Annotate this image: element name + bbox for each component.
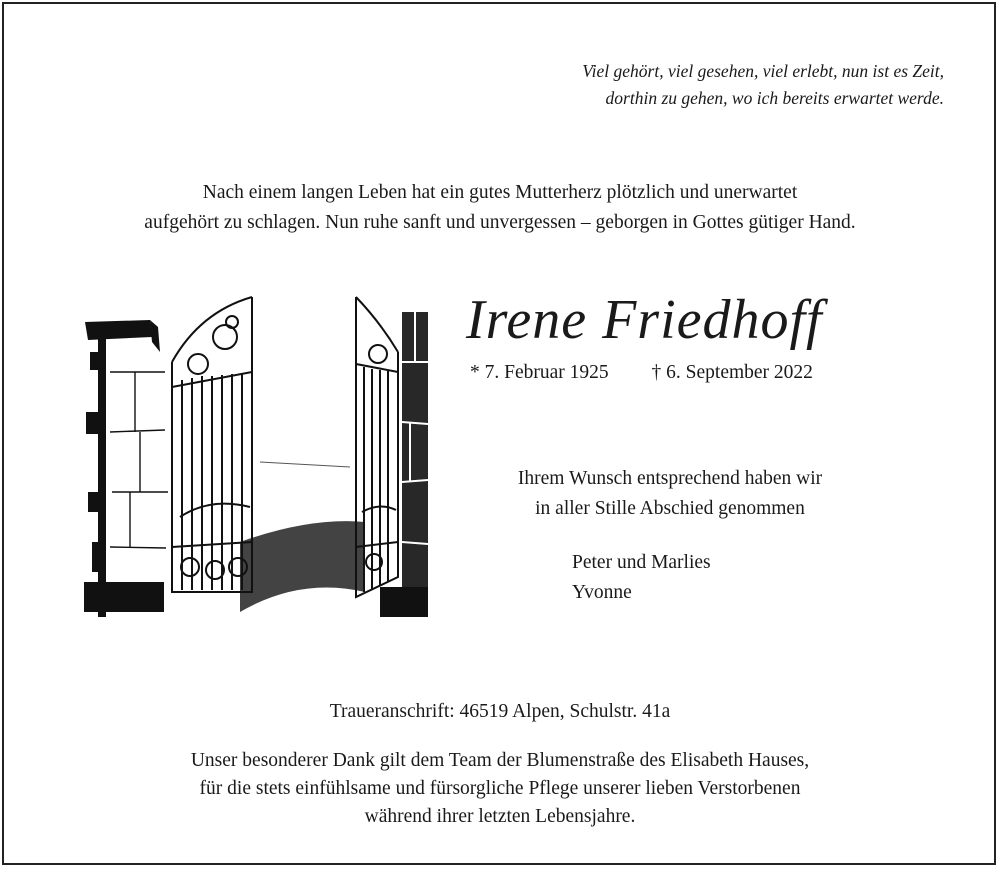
deceased-name: Irene Friedhoff <box>466 289 823 351</box>
quote <box>582 58 944 112</box>
family-line-1: Peter und Marlies <box>572 552 711 573</box>
quote-line-1: Viel gehört, viel gesehen, viel erlebt, nun ist es Zeit, <box>582 61 944 81</box>
family-line-2: Yvonne <box>572 582 632 603</box>
thanks-text <box>0 747 1000 831</box>
farewell-line-2: in aller Stille Abschied genommen <box>535 498 805 519</box>
death-date: † 6. September 2022 <box>651 362 813 383</box>
intro-text <box>0 178 1000 238</box>
family-signature <box>572 548 711 608</box>
mourning-address: Traueranschrift: 46519 Alpen, Schulstr. 41a <box>329 701 671 722</box>
life-dates <box>470 362 813 384</box>
intro-line-2: aufgehört zu schlagen. Nun ruhe sanft und unvergessen – geborgen in Gottes gütiger Hand. <box>144 212 856 233</box>
farewell-statement <box>470 464 870 524</box>
birth-date: * 7. Februar 1925 <box>470 362 609 383</box>
open-gate-illustration-icon <box>80 292 430 622</box>
thanks-line-3: während ihrer letzten Lebensjahre. <box>364 806 636 827</box>
thanks-line-2: für die stets einfühlsame und fürsorgliche Pflege unserer lieben Verstorbenen <box>199 778 801 799</box>
thanks-line-1: Unser besonderer Dank gilt dem Team der Blumenstraße des Elisabeth Hauses, <box>190 750 810 771</box>
farewell-line-1: Ihrem Wunsch entsprechend haben wir <box>517 468 823 489</box>
intro-line-1: Nach einem langen Leben hat ein gutes Mutterherz plötzlich und unerwartet <box>202 182 798 203</box>
quote-line-2: dorthin zu gehen, wo ich bereits erwartet werde. <box>605 88 944 108</box>
